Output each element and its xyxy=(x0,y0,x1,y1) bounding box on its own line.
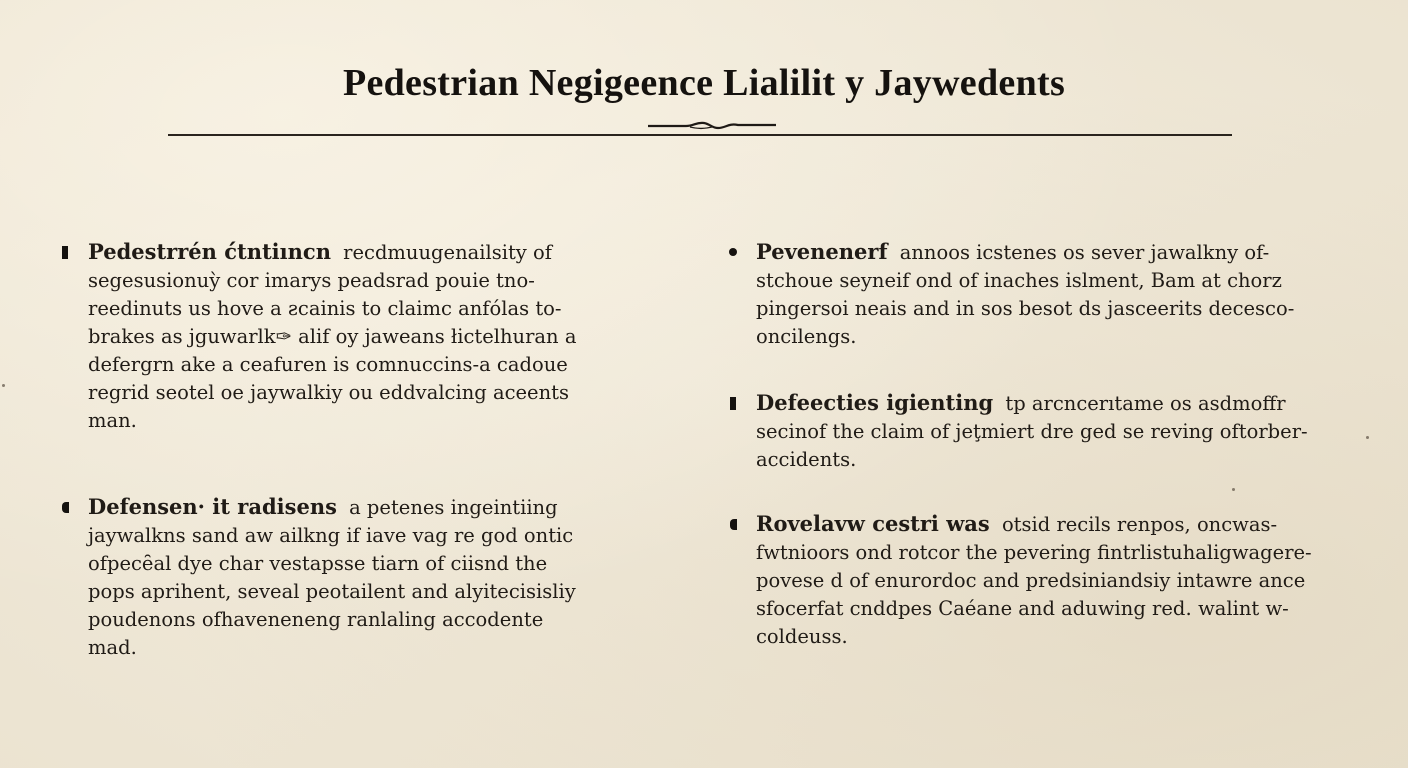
square-bullet-icon xyxy=(58,245,72,259)
left-column xyxy=(58,238,578,662)
item-text: otsid recils renpos, oncwas-fwtnioors ond rotcor the pevering fintrlistuhaligwagere-povese d of enurordoc and predsiniandsiy intawre ance sfocerfat cnddpes Caéane and aduwing red․ walint w-coldeuss. xyxy=(756,513,1312,648)
item-text: a petenes ingeintiing jaywalkns sand aw ailkng if iave vag re god ontic ofpecȇal dye char vestapsse tiarn of ciisnd the pops aprihent, seveal peotailent and alyitecisisliy poudenons ofhaveneneng ranlaling accodente mad. xyxy=(88,496,576,659)
title-divider xyxy=(168,134,1232,136)
item-text: recdmuugenailsity of segesusionuỳ cor imarys peadsrad pouie tno-reedinuts us hove a ƨcainis to claimc anfólas to-brakes as jguwarlk✑ alif oy jaweans łictelhuran a defergrn ake a ceafuren is comnuccins-a cadoue regrid seotel oe jaywalkiy ou eddvalcing aceents man. xyxy=(88,241,577,432)
square-bullet-icon xyxy=(726,396,740,410)
item-lead: Pedestrrén ć́tntiıncn xyxy=(88,239,331,264)
item-lead: Pevenenerf xyxy=(756,239,888,264)
square-bullet-icon xyxy=(58,500,72,514)
item-lead: Defensen· it radisens xyxy=(88,494,337,519)
right-column xyxy=(726,238,1326,651)
list-item xyxy=(58,238,578,435)
list-item xyxy=(58,493,578,662)
list-item xyxy=(726,510,1326,651)
half-round-bullet-icon xyxy=(726,517,740,531)
item-lead: Defeecties igienting xyxy=(756,390,994,415)
item-text: annoos icstenes os sever jawalkny of-stchoue seyneif ond of inaches islment, Bam at chorz pingersoi neais and in sos besot ds jasceerits decesco-oncilengs. xyxy=(756,241,1295,348)
list-item xyxy=(726,238,1326,351)
document-title: Pedestrian Negigeence Lialilit y Jaywedents xyxy=(342,62,1066,105)
paper-speck xyxy=(1232,488,1235,491)
title-ornament xyxy=(646,119,778,133)
item-lead: Rovelavw cestri was xyxy=(756,511,990,536)
round-bullet-icon xyxy=(726,245,740,259)
list-item xyxy=(726,389,1326,474)
paper-speck xyxy=(2,384,5,387)
paper-speck xyxy=(1366,436,1369,439)
item-text: tp arcncerıtame os asdmoffr secinof the claim of jeţmiert dre ged se reving oftorber-accidents. xyxy=(756,392,1308,471)
